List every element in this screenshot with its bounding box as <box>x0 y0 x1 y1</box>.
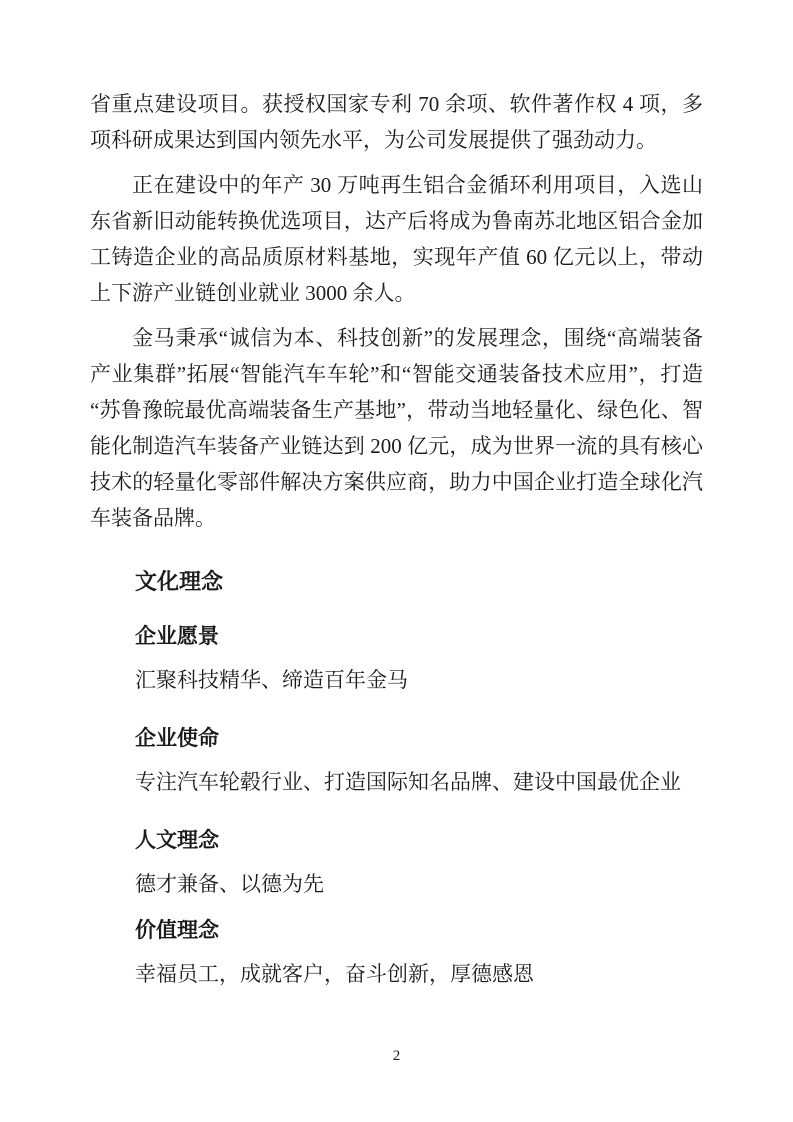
paragraph-continuation: 省重点建设项目。获授权国家专利 70 余项、软件著作权 4 项，多项科研成果达到国内领先水平，为公司发展提供了强劲动力。 <box>90 92 703 152</box>
culture-item-title: 企业使命 <box>135 726 219 750</box>
culture-item-title: 人文理念 <box>135 828 219 852</box>
page-number: 2 <box>392 1048 401 1064</box>
culture-item-text: 幸福员工，成就客户，奋斗创新，厚德感恩 <box>135 962 534 986</box>
paragraph-development-philosophy: 金马秉承“诚信为本、科技创新”的发展理念，围绕“高端装备产业集群”拓展“智能汽车车轮”和“智能交通装备技术应用”，打造“苏鲁豫皖最优高端装备生产基地”，带动当地轻量化、绿色化、智能化制造汽车装备产业链达到 200 亿元，成为世界一流的具有核心技术的轻量化零部件解决方案供应商，助力中国企业打造全球化汽车装备品牌。 <box>90 326 703 530</box>
culture-item-title: 企业愿景 <box>135 624 219 648</box>
document-body <box>90 86 703 992</box>
culture-item-values <box>135 912 703 992</box>
culture-item-mission <box>135 720 703 800</box>
culture-item-text: 专注汽车轮毂行业、打造国际知名品牌、建设中国最优企业 <box>135 770 681 794</box>
culture-section <box>135 566 703 992</box>
culture-item-text: 汇聚科技精华、缔造百年金马 <box>135 668 408 692</box>
culture-item-vision <box>135 618 703 698</box>
paragraph-recycled-aluminum-project: 正在建设中的年产 30 万吨再生铝合金循环利用项目，入选山东省新旧动能转换优选项目，达产后将成为鲁南苏北地区铝合金加工铸造企业的高品质原材料基地，实现年产值 60 亿元以上，带动上下游产业链创业就业 3000 余人。 <box>90 173 703 305</box>
culture-item-title: 价值理念 <box>135 918 219 942</box>
culture-item-text: 德才兼备、以德为先 <box>135 872 324 896</box>
culture-item-humanistic <box>135 822 703 902</box>
section-heading-culture: 文化理念 <box>135 569 224 594</box>
